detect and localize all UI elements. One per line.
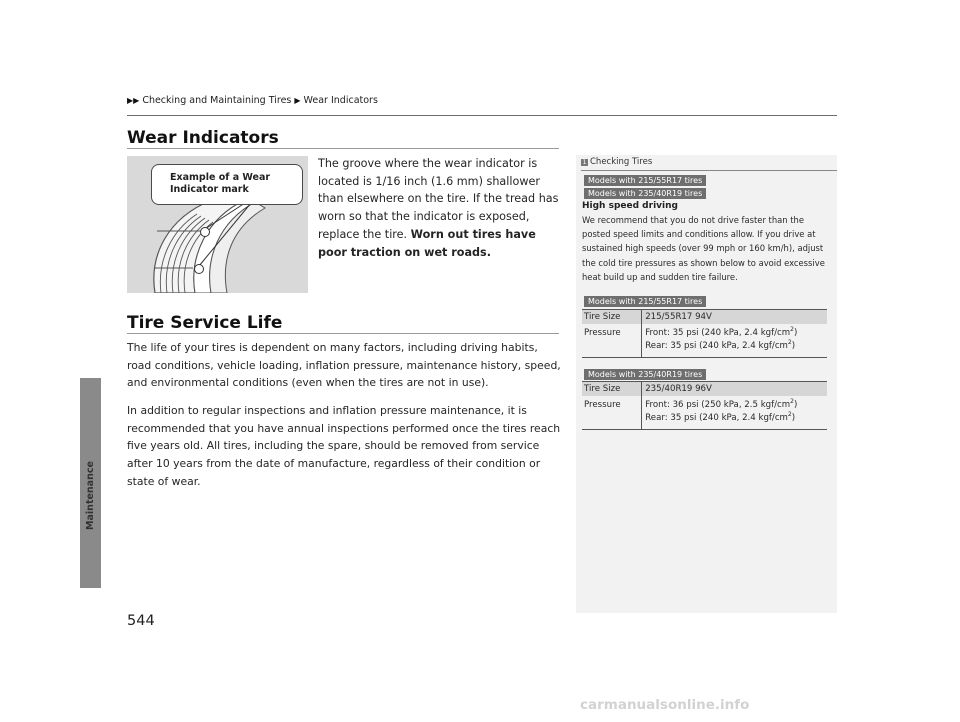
table-cell: Pressure <box>582 324 642 358</box>
page-number: 544 <box>127 613 155 629</box>
superscript: 2 <box>787 338 792 346</box>
table-cell: Tire Size <box>582 310 642 325</box>
superscript: 2 <box>790 398 794 406</box>
front-pressure: Front: 36 psi (250 kPa, 2.5 kgf/cm <box>645 400 791 410</box>
table-row <box>582 310 827 325</box>
reference-mark-icon: 1 <box>582 158 587 166</box>
section-divider <box>127 148 559 149</box>
table-row <box>582 324 827 358</box>
rear-pressure: Rear: 35 psi (240 kPa, 2.4 kgf/cm <box>645 412 788 423</box>
breadcrumb-item-checking-tires[interactable]: Checking and Maintaining Tires <box>142 95 292 106</box>
model-tag-215: Models with 215/55R17 tires <box>584 175 706 186</box>
wear-indicator-paragraph <box>318 155 563 261</box>
table-row <box>582 396 827 430</box>
table-row <box>582 382 827 397</box>
high-speed-text: We recommend that you do not drive faster than the posted speed limits and conditions allow. If you drive at sustained high speeds (over 99 mph or 160 km/h), adjust the cold tire pressures as shown below to avoid excessive heat build up and sudden tire failure. <box>582 215 825 282</box>
panel-header <box>581 157 652 167</box>
breadcrumb-item-wear-indicators[interactable]: Wear Indicators <box>303 95 378 106</box>
tire-pressure-table-235 <box>582 381 827 430</box>
wear-indicator-text: The groove where the wear indicator is located is 1/16 inch (1.6 mm) shallower than elsewhere on the tire. If the tread has worn so that the indicator is exposed, replace the tire. <box>318 157 559 241</box>
breadcrumb <box>127 95 378 106</box>
model-tag-235-table: Models with 235/40R19 tires <box>584 369 706 380</box>
tire-pressure-table-215 <box>582 309 827 358</box>
header-divider <box>127 115 837 116</box>
panel-header-text[interactable]: Checking Tires <box>590 157 653 167</box>
table-cell: 235/40R19 96V <box>642 382 827 397</box>
superscript: 2 <box>787 410 792 418</box>
section-title-tire-service-life: Tire Service Life <box>127 313 283 333</box>
front-pressure: Front: 35 psi (240 kPa, 2.4 kgf/cm <box>645 328 791 338</box>
paren: ) <box>793 328 798 338</box>
rear-pressure: Rear: 35 psi (240 kPa, 2.4 kgf/cm <box>645 340 788 351</box>
watermark: carmanualsonline.info <box>580 697 750 713</box>
breadcrumb-arrow-icon: ▶▶ <box>127 96 140 105</box>
table-cell: Tire Size <box>582 382 642 397</box>
table-cell <box>642 324 827 358</box>
table-cell <box>642 396 827 430</box>
tire-life-paragraph-2: In addition to regular inspections and inflation pressure maintenance, it is recommended that you have annual inspections performed once the tires reach five years old. All tires, including the spare, should be removed from service after 10 years from the date of manufacture, regardless of their condition or state of wear. <box>127 404 561 488</box>
side-tab-label: Maintenance <box>85 460 97 530</box>
section-divider <box>127 333 559 334</box>
breadcrumb-arrow-icon: ▶ <box>294 96 301 105</box>
side-tab-label-wrap <box>80 425 101 565</box>
tire-life-paragraph-1: The life of your tires is dependent on many factors, including driving habits, road conditions, vehicle loading, inflation pressure, maintenance history, speed, and environmental conditions (even when the tires are not in use). <box>127 341 561 390</box>
superscript: 2 <box>790 326 794 334</box>
paren: ) <box>791 412 796 423</box>
wear-indicator-callout: Example of a Wear Indicator mark <box>151 164 303 205</box>
paren: ) <box>791 340 796 351</box>
panel-divider <box>581 170 837 171</box>
wear-indicator-warning: Worn out tires have poor traction on wet roads. <box>318 227 536 259</box>
model-tag-215-table: Models with 215/55R17 tires <box>584 296 706 307</box>
paren: ) <box>793 400 798 410</box>
table-cell: 215/55R17 94V <box>642 310 827 325</box>
table-cell: Pressure <box>582 396 642 430</box>
section-title-wear-indicators: Wear Indicators <box>127 128 279 148</box>
high-speed-title: High speed driving <box>582 201 678 211</box>
model-tag-235: Models with 235/40R19 tires <box>584 188 706 199</box>
